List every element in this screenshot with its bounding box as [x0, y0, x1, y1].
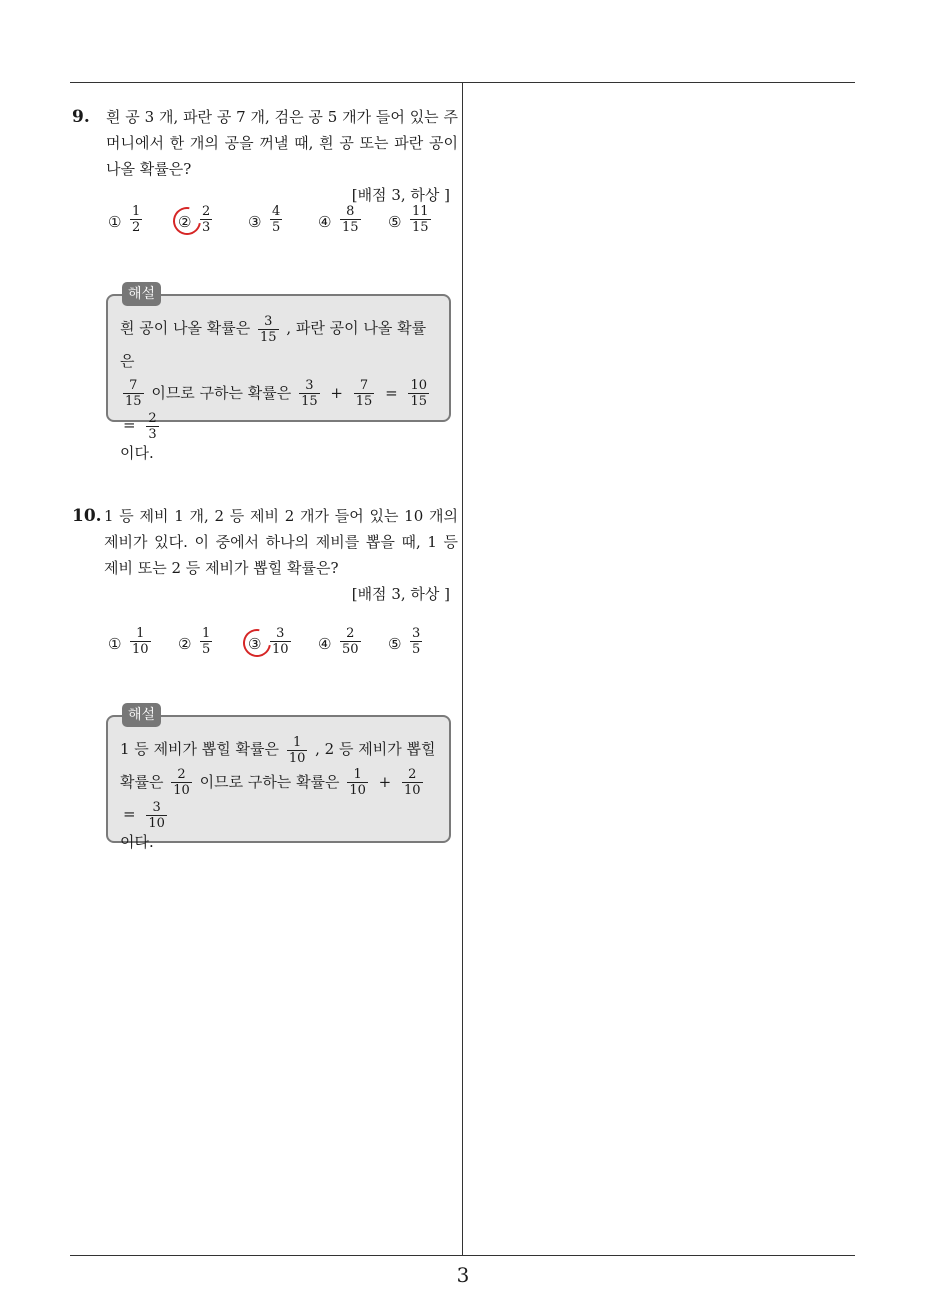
- question-10: [72, 503, 458, 607]
- fraction: $\frac{8}{15}$: [342, 204, 359, 235]
- fraction: $\frac{7}{15}$: [355, 378, 373, 409]
- fraction: $\frac{10}{15}$: [410, 378, 427, 409]
- solution-tab: 해설: [122, 282, 161, 306]
- fraction: $\frac{3}{10}$: [148, 799, 165, 831]
- choices-q9: [108, 203, 458, 243]
- solution-line-2: 확률은 $\frac{2}{10}$ 이므로 구하는 확률은 $\frac{1}{10}$ + $\frac{2}{10}$ = $\frac{3}{10}$: [120, 767, 421, 831]
- solution-tab: 해설: [122, 703, 161, 727]
- question-9: [72, 104, 458, 208]
- fraction: $\frac{7}{15}$: [125, 378, 142, 409]
- fraction: $\frac{1}{5}$: [202, 626, 211, 657]
- choice-marker: ③: [248, 635, 262, 653]
- fraction: $\frac{1}{10}$: [349, 767, 366, 798]
- fraction: $\frac{2}{10}$: [173, 767, 190, 798]
- question-number: 10.: [72, 506, 102, 526]
- choice-marker: ②: [178, 213, 192, 231]
- choice-marker: ⑤: [388, 213, 402, 231]
- fraction: $\frac{11}{15}$: [412, 204, 429, 235]
- question-text: [104, 503, 458, 607]
- fraction: $\frac{2}{50}$: [342, 626, 359, 657]
- question-stem: 흰 공 3 개, 파란 공 7 개, 검은 공 5 개가 들어 있는 주머니에서 한 개의 공을 꺼낼 때, 흰 공 또는 파란 공이 나올 확률은?: [106, 108, 458, 178]
- solution-line-3: 이다.: [120, 832, 154, 851]
- page-number: 3: [456, 1263, 470, 1287]
- score-info: [배점 3, 하상 ]: [351, 186, 450, 204]
- choice-marker: ④: [318, 213, 332, 231]
- fraction: $\frac{3}{15}$: [260, 313, 277, 345]
- fraction: $\frac{1}{10}$: [132, 626, 149, 657]
- choice-marker: ①: [108, 213, 122, 231]
- column-divider: [462, 82, 463, 1256]
- fraction: $\frac{4}{5}$: [272, 204, 281, 235]
- fraction: $\frac{1}{2}$: [132, 204, 141, 235]
- choice-marker: ①: [108, 635, 122, 653]
- question-stem: 1 등 제비 1 개, 2 등 제비 2 개가 들어 있는 10 개의 제비가 있다. 이 중에서 하나의 제비를 뽑을 때, 1 등 제비 또는 2 등 제비가 뽑힐 확률은?: [104, 507, 458, 577]
- choice-marker: ⑤: [388, 635, 402, 653]
- solution-box-q10: [106, 707, 451, 851]
- choice-marker: ②: [178, 635, 192, 653]
- choice-marker: ④: [318, 635, 332, 653]
- choices-q10: [108, 625, 458, 665]
- fraction: $\frac{1}{10}$: [288, 734, 306, 766]
- solution-line-1: 흰 공이 나올 확률은 $\frac{3}{15}$ , 파란 공이 나올 확률은: [120, 313, 427, 370]
- solution-line-1: 1 등 제비가 뽑힐 확률은 $\frac{1}{10}$ , 2 등 제비가 뽑힐: [120, 734, 436, 766]
- question-text: [106, 104, 458, 208]
- solution-box-q9: [106, 286, 451, 462]
- fraction: $\frac{3}{10}$: [272, 626, 289, 657]
- fraction: $\frac{2}{3}$: [148, 410, 157, 442]
- score-info: [배점 3, 하상 ]: [351, 585, 450, 603]
- fraction: $\frac{2}{10}$: [404, 767, 421, 798]
- choice-marker: ③: [248, 213, 262, 231]
- question-number: 9.: [72, 107, 90, 127]
- solution-line-2: $\frac{7}{15}$ 이므로 구하는 확률은 $\frac{3}{15}$ + $\frac{7}{15}$ = $\frac{10}{15}$ = $\frac{2}{3}$: [123, 378, 427, 442]
- bottom-rule: [70, 1255, 855, 1256]
- fraction: $\frac{3}{5}$: [412, 626, 421, 657]
- solution-line-3: 이다.: [120, 443, 154, 462]
- fraction: $\frac{2}{3}$: [202, 204, 211, 235]
- fraction: $\frac{3}{15}$: [301, 378, 318, 409]
